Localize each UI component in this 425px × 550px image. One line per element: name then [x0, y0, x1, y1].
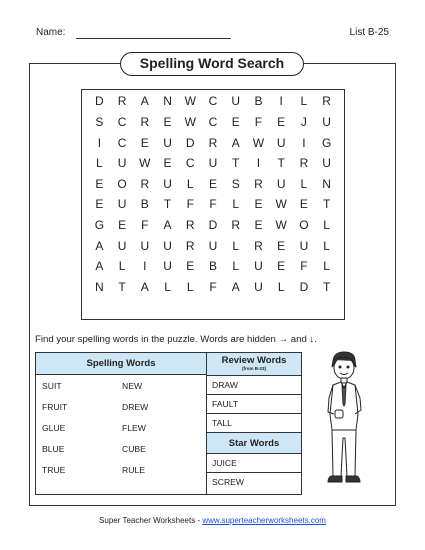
- grid-letter: F: [209, 197, 217, 212]
- grid-letter: U: [254, 280, 263, 295]
- grid-letter: A: [95, 238, 104, 253]
- grid-letter: L: [323, 238, 330, 253]
- grid-letter: O: [299, 218, 309, 233]
- grid-letter: W: [184, 114, 196, 129]
- grid-letter: A: [231, 280, 240, 295]
- grid-letter: B: [140, 197, 149, 212]
- spelling-word: NEW: [122, 381, 143, 391]
- grid-letter: E: [277, 114, 286, 129]
- spelling-word: BLUE: [42, 444, 65, 454]
- grid-letter: E: [277, 259, 286, 274]
- grid-letter: L: [323, 218, 330, 233]
- grid-letter: A: [95, 259, 104, 274]
- grid-letter: W: [275, 197, 287, 212]
- grid-letter: U: [163, 238, 172, 253]
- grid-letter: L: [118, 259, 126, 274]
- worksheet-header: [36, 27, 389, 43]
- grid-letter: U: [163, 259, 172, 274]
- grid-letter: R: [185, 238, 195, 253]
- grid-letter: U: [163, 176, 172, 191]
- grid-letter: C: [208, 114, 218, 129]
- grid-letter: U: [254, 259, 263, 274]
- grid-letter: R: [254, 176, 263, 191]
- grid-letter: T: [163, 197, 172, 212]
- grid-letter: F: [141, 218, 149, 233]
- grid-letter: S: [95, 114, 104, 129]
- review-words-title: Review Words: [221, 355, 287, 366]
- grid-letter: T: [118, 280, 126, 295]
- grid-letter: C: [117, 135, 127, 150]
- spelling-word: SUIT: [42, 381, 62, 391]
- review-word: FAULT: [207, 395, 301, 414]
- footer-text: Super Teacher Worksheets -: [99, 516, 203, 525]
- grid-letter: A: [140, 94, 149, 109]
- spelling-word: RULE: [122, 465, 145, 475]
- grid-letter: N: [322, 176, 331, 191]
- spelling-words-column: [36, 353, 207, 494]
- grid-letter: E: [163, 156, 172, 171]
- grid-letter: T: [232, 156, 240, 171]
- grid-letter: R: [322, 94, 331, 109]
- grid-letter: F: [300, 259, 308, 274]
- grid-letter: L: [164, 280, 171, 295]
- grid-letter: L: [300, 94, 308, 109]
- grid-letter: E: [95, 176, 104, 191]
- grid-letter: T: [322, 280, 331, 295]
- grid-letter: R: [117, 94, 127, 109]
- review-word: DRAW: [207, 376, 301, 395]
- boy-illustration: [312, 348, 376, 496]
- grid-letter: W: [184, 94, 196, 109]
- star-word: JUICE: [207, 454, 301, 473]
- grid-letter: U: [208, 156, 218, 171]
- grid-letter: E: [254, 218, 263, 233]
- grid-letter: U: [163, 135, 172, 150]
- grid-letter: U: [276, 176, 286, 191]
- spelling-words-heading: Spelling Words: [36, 353, 206, 375]
- grid-letter: L: [96, 156, 103, 171]
- grid-letter: E: [140, 135, 149, 150]
- grid-letter: O: [117, 176, 127, 191]
- footer: [0, 516, 425, 525]
- grid-letter: U: [276, 135, 286, 150]
- grid-letter: I: [256, 156, 261, 171]
- grid-letter: N: [95, 280, 104, 295]
- grid-letter: U: [299, 238, 309, 253]
- grid-letter: U: [117, 197, 127, 212]
- grid-letter: B: [208, 259, 217, 274]
- grid-letter: U: [322, 156, 331, 171]
- grid-letter: A: [163, 218, 172, 233]
- spelling-word: DREW: [122, 402, 149, 412]
- word-bank: [35, 352, 302, 495]
- grid-letter: T: [322, 197, 331, 212]
- grid-letter: R: [254, 238, 263, 253]
- grid-letter: G: [321, 135, 332, 150]
- grid-letter: E: [186, 259, 195, 274]
- star-word: SCREW: [212, 477, 244, 487]
- grid-letter: U: [117, 156, 127, 171]
- worksheet-title: Spelling Word Search: [120, 52, 304, 76]
- grid-letter: L: [232, 197, 240, 212]
- grid-letter: L: [277, 280, 285, 295]
- grid-letter: C: [185, 156, 195, 171]
- spelling-word: FLEW: [122, 423, 146, 433]
- grid-letter: I: [97, 135, 102, 150]
- grid-letter: W: [252, 135, 265, 150]
- footer-link[interactable]: www.superteacherworksheets.com: [202, 516, 326, 525]
- grid-letter: U: [140, 238, 150, 253]
- grid-letter: D: [95, 94, 104, 109]
- grid-letter: R: [140, 114, 150, 129]
- grid-letter: U: [231, 94, 241, 109]
- instructions: Find your spelling words in the puzzle. Words are hidden → and ↓.: [35, 334, 317, 345]
- grid-letter: I: [279, 94, 283, 109]
- grid-letter: E: [231, 114, 240, 129]
- name-label: Name:: [36, 27, 66, 38]
- grid-letter: E: [95, 197, 104, 212]
- review-words-heading: [207, 353, 301, 376]
- grid-letter: R: [208, 135, 218, 150]
- review-words-source: (from B-23): [241, 366, 266, 371]
- grid-letter: W: [139, 156, 151, 171]
- grid-letter: L: [232, 238, 240, 253]
- grid-letter: A: [140, 280, 149, 295]
- grid-letter: D: [208, 218, 218, 233]
- grid-letter: N: [163, 94, 172, 109]
- grid-letter: E: [208, 176, 217, 191]
- review-star-column: [207, 353, 301, 494]
- grid-letter: E: [254, 197, 263, 212]
- grid-letter: C: [117, 114, 127, 129]
- grid-letter: U: [117, 238, 127, 253]
- grid-letter: R: [185, 218, 195, 233]
- grid-letter: L: [232, 259, 240, 274]
- grid-letter: E: [277, 238, 286, 253]
- grid-letter: L: [323, 259, 330, 274]
- grid-letter: E: [299, 197, 308, 212]
- grid-letter: S: [231, 176, 240, 191]
- grid-letter: F: [209, 280, 217, 295]
- grid-letter: I: [302, 135, 306, 150]
- spelling-word: TRUE: [42, 465, 66, 475]
- spelling-word: FRUIT: [42, 402, 68, 412]
- grid-letter: F: [254, 114, 263, 129]
- grid-letter: E: [118, 218, 127, 233]
- spelling-word: CUBE: [122, 444, 146, 454]
- star-words-heading: Star Words: [207, 433, 301, 454]
- grid-letter: L: [300, 176, 308, 191]
- grid-letter: E: [163, 114, 172, 129]
- spelling-word: GLUE: [42, 423, 66, 433]
- grid-letter: R: [231, 218, 241, 233]
- grid-letter: G: [94, 218, 105, 233]
- grid-letter: D: [185, 135, 195, 150]
- grid-letter: W: [275, 218, 287, 233]
- word-search-grid: [81, 89, 345, 320]
- list-id: List B-25: [349, 27, 389, 38]
- grid-letter: L: [186, 280, 194, 295]
- grid-letter: T: [277, 156, 285, 171]
- grid-letter: C: [208, 94, 218, 109]
- grid-letter: F: [186, 197, 194, 212]
- grid-letter: L: [186, 176, 194, 191]
- grid-letter: B: [254, 94, 263, 109]
- grid-letter: J: [300, 114, 307, 129]
- grid-letter: U: [322, 114, 331, 129]
- grid-letter: D: [299, 280, 309, 295]
- grid-letter: A: [231, 135, 240, 150]
- grid-letter: U: [208, 238, 218, 253]
- grid-letter: R: [299, 156, 309, 171]
- grid-letter: I: [143, 259, 147, 274]
- grid-letter: R: [140, 176, 150, 191]
- name-line[interactable]: [76, 38, 231, 39]
- review-word: TALL: [207, 414, 301, 433]
